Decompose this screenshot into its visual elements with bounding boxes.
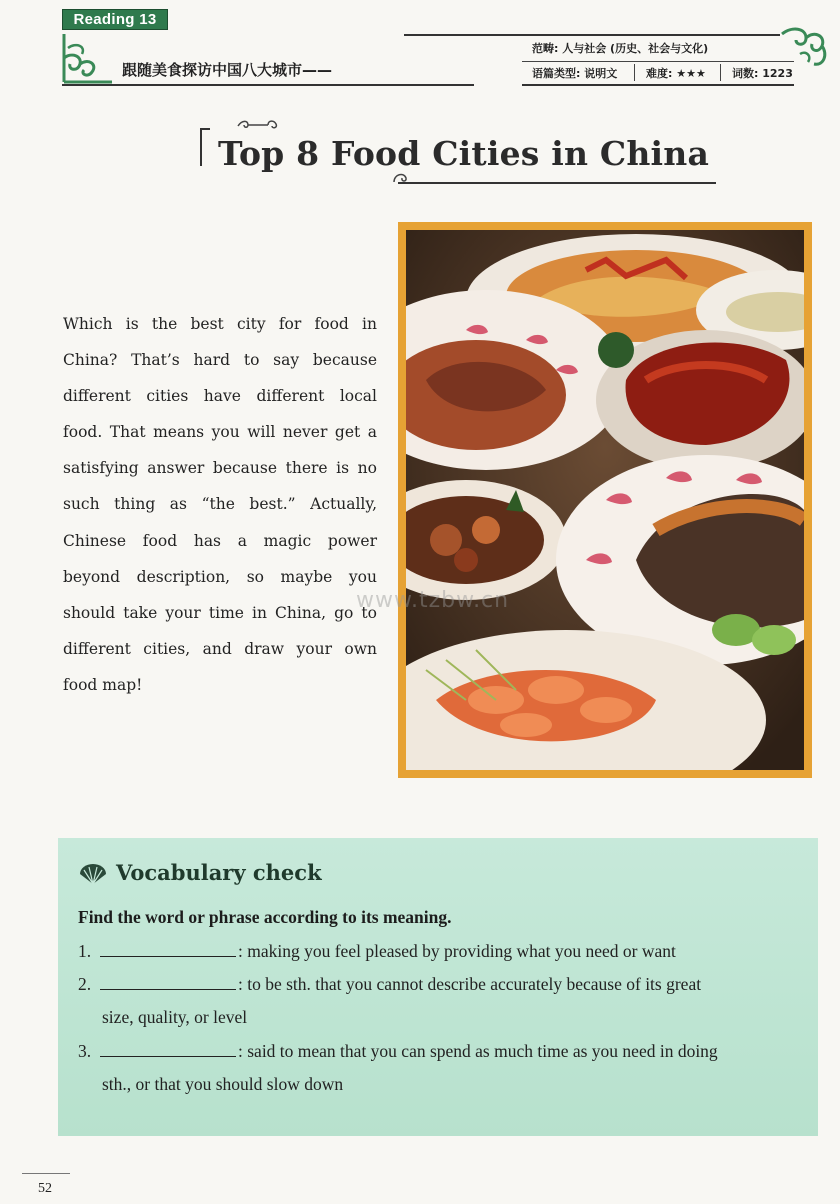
fan-icon [78, 864, 108, 886]
item-number: 2. [78, 974, 92, 994]
meta-separator [634, 64, 635, 81]
header-rule [62, 84, 474, 86]
item-number: 3. [78, 1041, 92, 1061]
reading-label: Reading 13 [62, 9, 168, 30]
header-rule-right-bottom [522, 84, 794, 86]
answer-blank[interactable] [100, 942, 236, 957]
item-definition-continued: sth., or that you should slow down [102, 1074, 344, 1094]
swirl-ornament-icon [236, 118, 280, 130]
item-number: 1. [78, 941, 92, 961]
vocabulary-box [58, 838, 818, 1136]
word-count-text: 词数: 1223 [732, 67, 793, 80]
footer-rule [22, 1173, 70, 1174]
answer-blank[interactable] [100, 1042, 236, 1057]
page-title: Top 8 Food Cities in China [218, 134, 710, 173]
header-rule-right-top [404, 34, 780, 36]
item-definition: : said to mean that you can spend as much time as you need in doing [238, 1041, 718, 1061]
answer-blank[interactable] [100, 975, 236, 990]
cloud-ornament-icon [62, 28, 122, 86]
watermark-text: www.tzbw.cn [356, 588, 510, 613]
title-underline [398, 182, 716, 184]
scope-text: 范畴: 人与社会 (历史、社会与文化) [532, 42, 709, 55]
vocabulary-instruction: Find the word or phrase according to its meaning. [78, 907, 452, 927]
difficulty-text: 难度: ★★★ [646, 67, 706, 80]
title-bracket [200, 128, 210, 166]
header-rule-right-mid [522, 61, 794, 62]
intro-paragraph: Which is the best city for food in China? That’s hard to say because different cities have different local food. That means you will never get a satisfying answer because there is no such thing as “the best.” Actually, Chinese food has a magic power beyond description, so maybe you should take your time in China, go to different cities, and draw your own food map! [63, 315, 377, 694]
meta-separator [720, 64, 721, 81]
vocab-item [78, 968, 798, 1034]
page-number: 52 [38, 1181, 52, 1196]
vocab-item [78, 1035, 798, 1101]
series-subtitle: 跟随美食探访中国八大城市—— [122, 61, 333, 79]
vocab-item [78, 935, 798, 968]
food-photo [398, 222, 812, 778]
item-definition: : making you feel pleased by providing what you need or want [238, 941, 676, 961]
vocabulary-heading: Vocabulary check [116, 860, 322, 885]
item-definition: : to be sth. that you cannot describe accurately because of its great [238, 974, 702, 994]
genre-text: 语篇类型: 说明文 [532, 67, 618, 80]
item-definition-continued: size, quality, or level [102, 1007, 248, 1027]
